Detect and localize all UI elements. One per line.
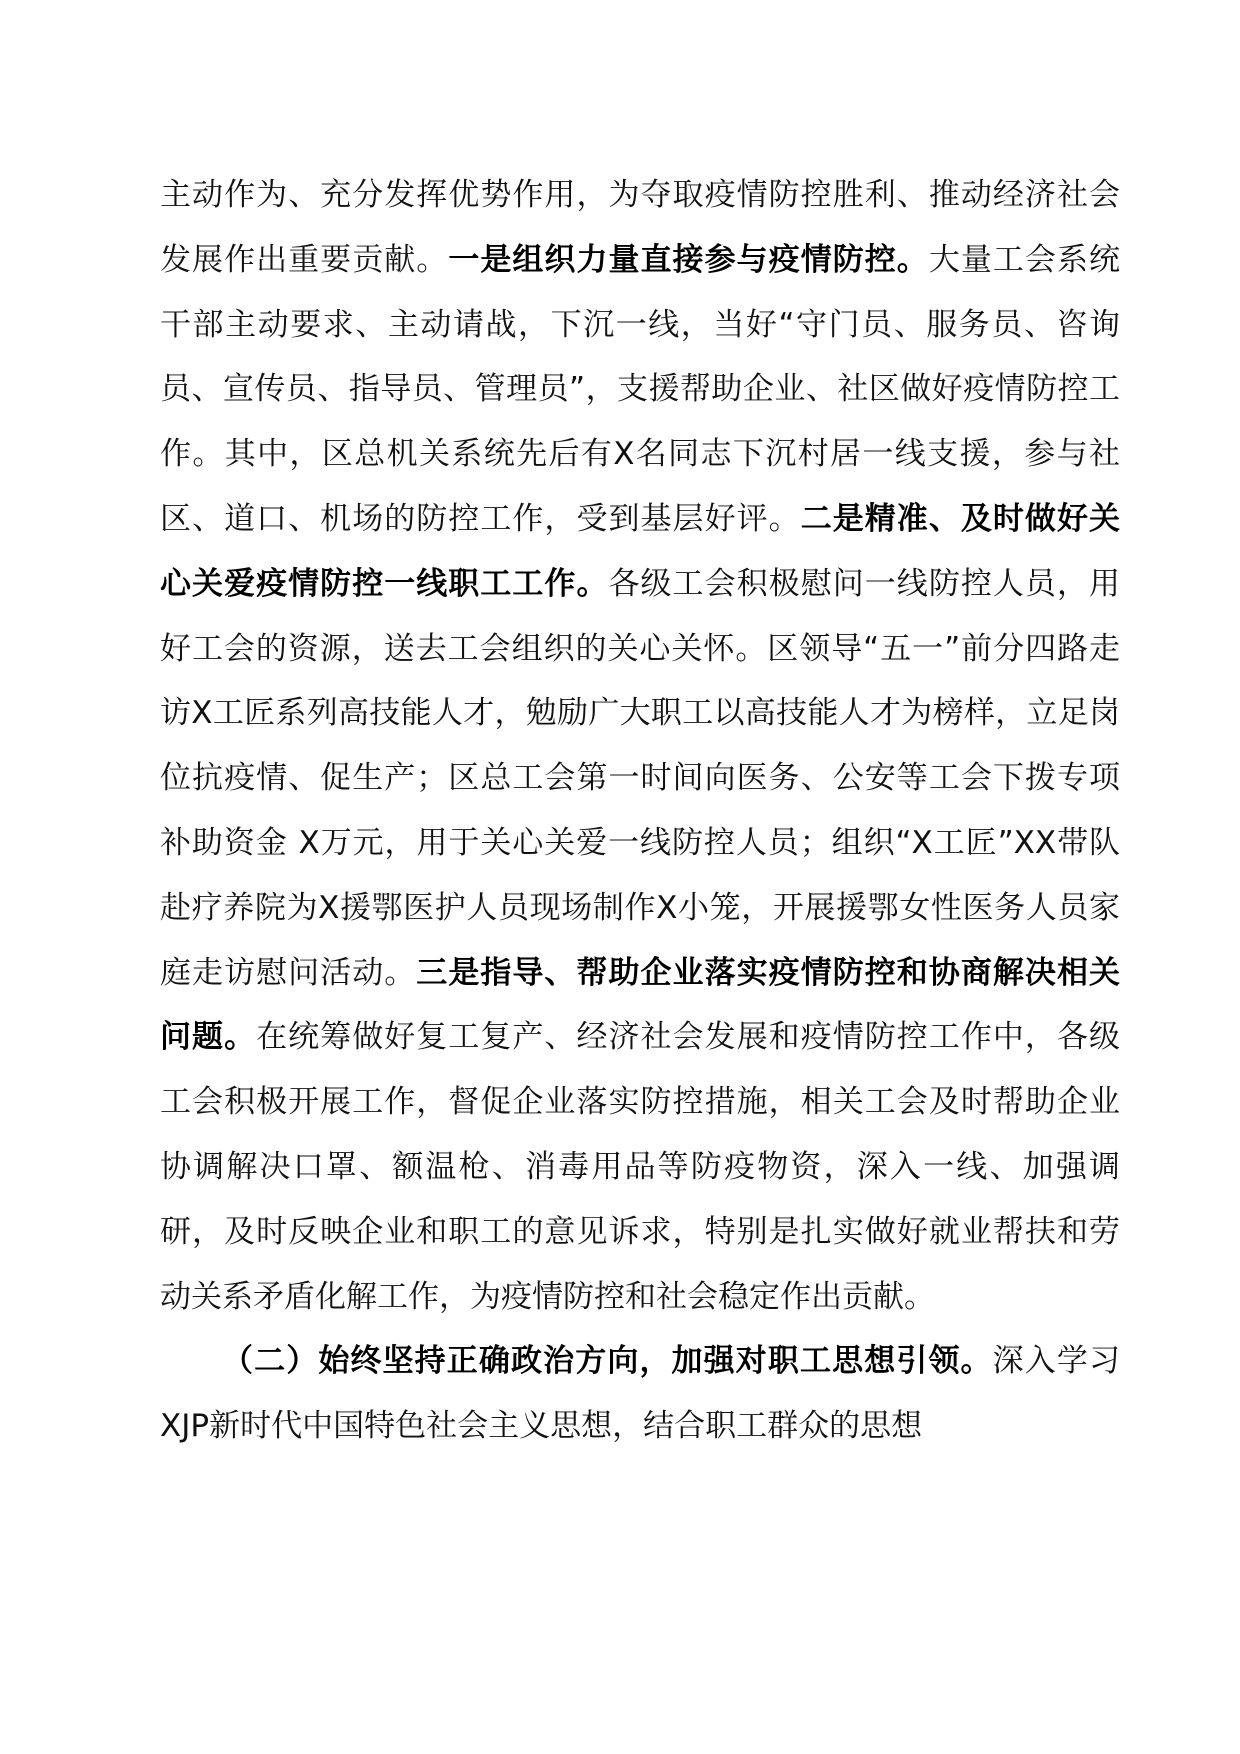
paragraph-pandemic-work bbox=[160, 163, 1120, 1329]
paragraph-political-direction bbox=[160, 1329, 1120, 1459]
text-run: 各级工会积极慰问一线防控人员，用好工会的资源，送去工会组织的关心关怀。区领导“五一”前分四路走访X工匠系列高技能人才，勉励广大职工以高技能人才为榜样，立足岗位抗疫情、促生产；区总工会第一时间向医务、公安等工会下拨专项补助资金 X万元，用于关心关爱一线防控人员；组织“X工匠”XX带队赴疗养院为X援鄂医护人员现场制作X小笼，开展援鄂女性医务人员家庭走访慰问活动。 bbox=[160, 565, 1121, 991]
section-heading-two: （二）始终坚持正确政治方向，加强对职工思想引领。 bbox=[222, 1343, 993, 1380]
text-run: 主动作为、充分发挥优势作用，为夺取疫情防控胜利、推动经济社会发展作出重要贡献。 bbox=[160, 177, 1120, 278]
bold-heading-one: 一是组织力量直接参与疫情防控。 bbox=[448, 241, 929, 278]
document-body bbox=[160, 163, 1120, 1459]
bold-heading-three: 三是指导、帮助企业落实疫情防控和协商解决相关问题。 bbox=[160, 954, 1121, 1056]
text-run: 大量工会系统干部主动要求、主动请战，下沉一线，当好“守门员、服务员、咨询员、宣传员、指导员、管理员”，支援帮助企业、社区做好疫情防控工作。其中，区总机关系统先后有X名同志下沉村居一线支援，参与社区、道口、机场的防控工作，受到基层好评。 bbox=[160, 241, 1121, 537]
text-run: 在统筹做好复工复产、经济社会发展和疫情防控工作中，各级工会积极开展工作，督促企业落实防控措施，相关工会及时帮助企业协调解决口罩、额温枪、消毒用品等防疫物资，深入一线、加强调研，及时反映企业和职工的意见诉求，特别是扎实做好就业帮扶和劳动关系矛盾化解工作，为疫情防控和社会稳定作出贡献。 bbox=[160, 1019, 1121, 1315]
text-run: 深入学习XJP新时代中国特色社会主义思想，结合职工群众的思想 bbox=[160, 1343, 1121, 1445]
bold-heading-two: 二是精准、及时做好关心关爱疫情防控一线职工工作。 bbox=[160, 500, 1120, 602]
